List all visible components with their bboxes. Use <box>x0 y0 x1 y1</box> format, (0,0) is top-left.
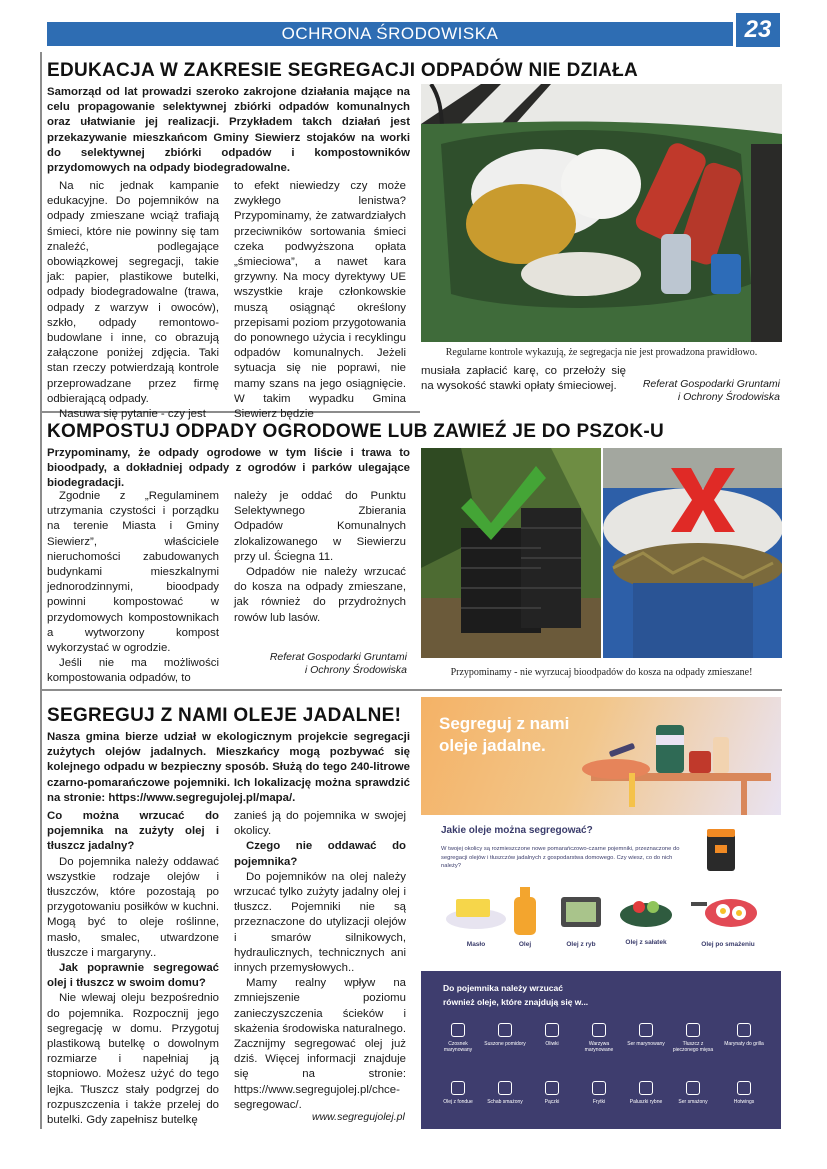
infographic-title-l1: Segreguj z nami <box>439 714 570 733</box>
food-item: Hotwings <box>721 1081 767 1105</box>
mixed-bin-photo <box>603 448 782 658</box>
frame-line-left-2 <box>40 413 42 691</box>
donut-icon <box>545 1081 559 1095</box>
food-item: Warzywa marynowane <box>576 1023 622 1053</box>
article3-q1: Co można wrzucać do pojemnika na zużyty olej i tłuszcz jadalny? <box>47 810 219 853</box>
infographic-bottom-panel <box>421 971 781 1129</box>
article1-col1 <box>47 179 219 422</box>
cutlet-icon <box>498 1081 512 1095</box>
compost-bin-photo <box>421 448 601 658</box>
infographic-title-l2: oleje jadalne. <box>439 736 546 755</box>
food-item: Paluszki rybne <box>623 1081 669 1105</box>
oil-infographic <box>421 697 781 1129</box>
jar-icon <box>639 1023 653 1037</box>
food-item: Ser smażony <box>670 1081 716 1105</box>
food-item: Olej z fondue <box>435 1081 481 1105</box>
jar-icon <box>592 1023 606 1037</box>
article3-a1: Do pojemnika należy oddawać wszystkie rodzaje olejów i tłuszczów, które pozostają po przygotowaniu posiłków w kuchni. Mogą być to oleje roślinne, masło, smalec, utwardzone tłuszcze i margaryny.. <box>47 855 219 959</box>
oil-type-label: Olej <box>518 941 532 948</box>
article2-col2-p1: należy je oddać do Punktu Selektywnego Zbierania Odpadów Komunalnych zlokalizowanego w Siewierzu przy ul. Ściegna 11. <box>234 490 406 563</box>
cheese-icon <box>686 1081 700 1095</box>
jar-icon <box>498 1023 512 1037</box>
article1-signature-l2: i Ochrony Środowiska <box>677 391 780 403</box>
article3-q2: Jak poprawnie segregować olej i tłuszcz w swoim domu? <box>47 962 219 990</box>
jar-icon <box>451 1023 465 1037</box>
article3-a4: Mamy realny wpływ na zmniejszenie poziomu zanieczyszczenia ścieków i skażenia środowiska naturalnego. Zacznijmy segregować olej już dziś. Więcej informacji znajduje się na stronie: https://www.segregujolej.pl/chce-segregowac/. <box>234 977 406 1111</box>
fries-icon <box>592 1081 606 1095</box>
article2-photo-caption: Przypominamy - nie wyrzucaj bioodpadów do kosza na odpady zmieszane! <box>450 667 753 678</box>
article1-col2 <box>234 179 406 422</box>
article3-q3: Czego nie oddawać do pojemnika? <box>234 840 406 868</box>
article3-col2 <box>234 809 406 1113</box>
article2-signature <box>247 651 407 677</box>
infographic-bottom-title-l2: również oleje, które znajdują się w... <box>443 997 589 1007</box>
oil-bottle-icon <box>514 887 536 935</box>
article1-col1-p1: Na nic jednak kampanie edukacyjne. Do pojemników na odpady zmieszane wciąż trafiają śmieci, które nie powinny się tam znaleźć, podlegające obowiązkowej segregacji, takie jak: papier, plastikowe butelki, odpady biodegradowalne (trawa, odpady z warzyw i owoców), szkło, odpady remontowo-budowlane i inne, co obrazują załączone poniżej zdjęcia. Taki stan rzeczy potwierdzają kontrole przeprowadzane przez firmę odbierającą odpady. <box>47 180 219 405</box>
oil-types <box>421 877 781 957</box>
fish-oil-icon <box>561 897 601 927</box>
frying-pan-icon <box>691 899 757 927</box>
section-header-title: OCHRONA ŚRODOWISKA <box>281 24 499 43</box>
infographic-title <box>439 713 569 757</box>
article1-signature-l1: Referat Gospodarki Gruntami <box>642 378 780 390</box>
food-item: Tłuszcz z pieczonego mięsa <box>670 1023 716 1053</box>
oil-bin-icon <box>701 827 741 873</box>
infographic-question: Jakie oleje można segregować? <box>441 825 593 836</box>
food-item: Czosnek marynowany <box>435 1023 481 1053</box>
oil-type-label: Olej z sałatek <box>625 939 667 946</box>
oil-type-label: Masło <box>466 941 486 948</box>
oil-type-label: Olej z ryb <box>566 941 596 948</box>
article3-a2-cont: zanieś ją do pojemnika w swojej okolicy. <box>234 810 406 838</box>
infographic-banner <box>421 697 781 815</box>
brush-icon <box>737 1023 751 1037</box>
article2-signature-l1: Referat Gospodarki Gruntami <box>269 651 407 663</box>
page-number: 23 <box>736 13 780 47</box>
frame-line-left-3 <box>40 691 42 1129</box>
wings-icon <box>737 1081 751 1095</box>
article2-col2 <box>234 489 406 626</box>
article2-col1 <box>47 489 219 687</box>
olive-icon <box>545 1023 559 1037</box>
kitchen-illustration <box>571 707 771 815</box>
article3-col1 <box>47 809 219 1128</box>
food-item: Schab smażony <box>482 1081 528 1105</box>
salad-icon <box>620 901 672 927</box>
article1-col3 <box>421 364 626 394</box>
infographic-bottom-title-l1: Do pojemnika należy wrzucać <box>443 983 563 993</box>
fondue-icon <box>451 1081 465 1095</box>
article2-signature-l2: i Ochrony Środowiska <box>304 664 407 676</box>
infographic-bottom-title <box>443 981 588 1009</box>
article3-a3: Do pojemników na olej należy wrzucać tylko zużyty jadalny olej i tłuszcz. Pojemniki nie są przeznaczone do utylizacji olejów i smarów silnikowych, hydraulicznych, technicznych ani innych przemysłowych.. <box>234 870 406 975</box>
article2-title: KOMPOSTUJ ODPADY OGRODOWE LUB ZAWIEŹ JE DO PSZOK-U <box>47 421 665 442</box>
roast-icon <box>686 1023 700 1037</box>
trash-bin-photo <box>421 84 782 342</box>
article3-title: SEGREGUJ Z NAMI OLEJE JADALNE! <box>47 705 402 726</box>
frame-line-left-1 <box>40 52 42 412</box>
article2-col2-p2: Odpadów nie należy wrzucać do kosza na odpady zmieszane, jak również do przydrożnych rowów lub lasów. <box>234 566 406 624</box>
food-item: Suszone pomidory <box>482 1023 528 1047</box>
food-item: Frytki <box>576 1081 622 1105</box>
article3-url[interactable]: www.segregujolej.pl <box>312 1111 405 1123</box>
article1-lead: Samorząd od lat prowadzi szeroko zakrojone działania mające na celu propagowanie selektywnej zbiórki odpadów komunalnych oraz ułatwianie jej realizacji. Przykładem takch działań jest przekazywanie mieszkańcom Gminy Siewierz stojaków na worki do selektywnej zbiórki odpadów i kompostowników przydomowych na odpady biodegradowalne. <box>47 86 410 175</box>
food-item: Pączki <box>529 1081 575 1105</box>
article1-title: EDUKACJA W ZAKRESIE SEGREGACJI ODPADÓW NIE DZIAŁA <box>47 60 639 81</box>
article1-col1-p2: Nasuwa się pytanie - czy jest <box>59 408 206 421</box>
article2-col1-p1: Zgodnie z „Regulaminem utrzymania czystości i porządku na terenie Miasta i Gminy Siewierz”, właściciele nieruchomości zabudowanych budynkami mieszkalnymi jednorodzinnymi, bioodpady powinni kompostować w przydomowych kompostownikach a wytworzony kompost wykorzystać w ogrodzie. <box>47 490 219 655</box>
infographic-small-text: W twojej okolicy są rozmieszczone nowe pomarańczowo-czarne pojemniki, przeznaczone do segregacji olejów i tłuszczów jadalnych z gospodarstwa domowego. Czy wiesz, co do nich należy? <box>441 846 680 869</box>
article1-photo-caption: Regularne kontrole wykazują, że segregacja nie jest prowadzona prawidłowo. <box>445 347 758 358</box>
article1-signature <box>620 378 780 404</box>
food-item: Ser marynowany <box>623 1023 669 1047</box>
food-item: Marynaty do grilla <box>721 1023 767 1047</box>
article2-lead: Przypominamy, że odpady ogrodowe w tym liście i trawa to bioodpady, a dokładniej odpady z ogrodów i parków ulegające biodegradacji. <box>47 447 410 490</box>
article3-a2: Nie wlewaj oleju bezpośrednio do pojemnika. Rozpocznij jego segregację w domu. Przygotuj plastikową butelkę o dowolnym rozmiarze i napełniaj ją stopniowo. Możesz użyć do tego lejka. Tłuszcz stały podgrzej do rozpuszczenia i także przelej do butelki. Gdy zapełnisz butelkę <box>47 992 219 1127</box>
butter-icon <box>446 899 506 929</box>
oil-type-label: Olej po smażeniu <box>701 941 755 948</box>
article1-col2-p1: to efekt niewiedzy czy może zwykłego lenistwa? Przypominamy, że zatwardziałych przeciwników sortowania śmieci czeka podwyższona opłata „śmieciowa”, a nawet kara grzywny. Na mocy dyrektywy UE wszystkie kraje członkowskie muszą osiągnąć określony przepisami poziom przygotowania do ponownego użycia i recyklingu odpadów komunalnych. Jeżeli sytuacja się nie poprawi, nie mamy szans na jego osiągnięcie. W takim wypadku Gmina Siewierz będzie <box>234 180 406 421</box>
article2-col1-p2: Jeśli nie ma możliwości kompostowania odpadów, to <box>47 657 219 685</box>
article3-lead: Nasza gmina bierze udział w ekologicznym projekcie segregacji zużytych olejów jadalnych. Mieszkańcy mogą pozbywać się kolejnego odpadu w bezpieczny sposób. Służą do tego 240-litrowe czarno-pomarańczowe pojemniki. Ich lokalizację można sprawdzić na stronie: https://www.segregujolej.pl/mapa/. <box>47 731 410 804</box>
article1-col3-p1: musiała zapłacić karę, co przełoży się na wysokość stawki opłaty śmieciowej. <box>421 365 626 393</box>
frame-line-h-2 <box>40 689 782 691</box>
fish-sticks-icon <box>639 1081 653 1095</box>
food-item: Oliwki <box>529 1023 575 1047</box>
